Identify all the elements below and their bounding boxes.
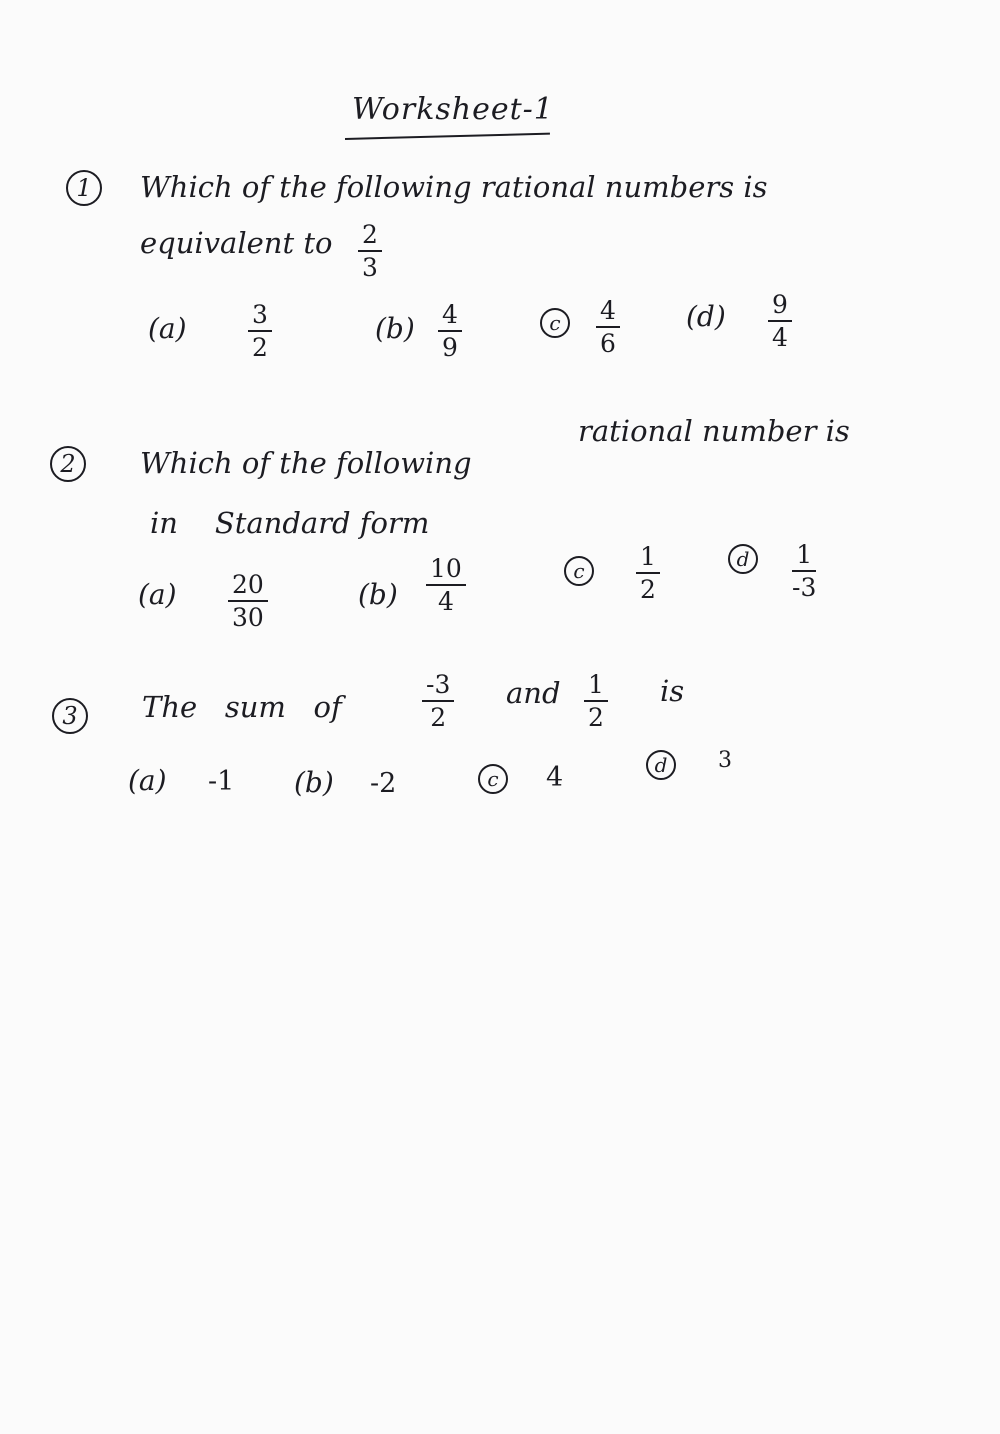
fraction-numerator: 1: [636, 544, 660, 574]
question-3-text-b: and: [506, 676, 561, 710]
fraction-numerator: 9: [768, 292, 792, 322]
q1-option-c-label: c: [540, 308, 570, 338]
q1-option-d-value: [768, 292, 792, 350]
q2-option-c-label: c: [564, 556, 594, 586]
fraction-denominator: 2: [640, 575, 656, 604]
fraction-numerator: 1: [792, 542, 816, 572]
q1-option-b-label: (b): [375, 312, 415, 345]
fraction-numerator: 4: [596, 298, 620, 328]
fraction-denominator: 4: [437, 587, 454, 616]
q2-option-c-value: [636, 544, 660, 602]
q1-option-d-label: (d): [686, 300, 726, 333]
question-3-text-c: is: [660, 674, 685, 708]
q3-option-b-value: -2: [370, 768, 397, 799]
question-3-text-a: The sum of: [142, 690, 342, 724]
q3-option-d-label: d: [646, 750, 676, 780]
worksheet-title: Worksheet-1: [352, 92, 554, 127]
fraction-denominator: -3: [792, 573, 817, 602]
q2-option-a-value: [228, 572, 268, 630]
question-3-number: 3: [52, 698, 88, 734]
q3-option-d-value: 3: [718, 748, 732, 773]
q2-option-d-label: d: [728, 544, 758, 574]
fraction-denominator: 3: [362, 253, 378, 282]
question-2-text-line1a: Which of the following: [140, 446, 472, 480]
fraction-denominator: 2: [588, 703, 604, 732]
fraction-denominator: 2: [252, 333, 268, 362]
question-1-fraction: [358, 222, 382, 280]
fraction-numerator: 4: [438, 302, 462, 332]
q1-option-a-value: [248, 302, 272, 360]
fraction-denominator: 2: [430, 703, 447, 732]
question-3-fraction-a: [422, 672, 454, 730]
q3-option-a-value: -1: [208, 766, 235, 797]
fraction-denominator: 30: [232, 603, 264, 632]
q1-option-c-value: [596, 298, 620, 356]
question-1-number: 1: [66, 170, 102, 206]
fraction-numerator: 1: [584, 672, 608, 702]
q2-option-b-label: (b): [358, 578, 398, 611]
q3-option-c-value: 4: [546, 762, 564, 793]
fraction-denominator: 6: [600, 329, 616, 358]
question-1-text-line1: Which of the following rational numbers is: [140, 170, 768, 204]
question-1-text-line2: equivalent to: [140, 226, 333, 260]
fraction-numerator: 3: [248, 302, 272, 332]
fraction-denominator: 9: [442, 333, 458, 362]
question-2-number: 2: [50, 446, 86, 482]
q3-option-b-label: (b): [294, 766, 334, 799]
q3-option-a-label: (a): [128, 764, 167, 797]
fraction-numerator: 20: [228, 572, 268, 602]
fraction-numerator: -3: [422, 672, 454, 702]
q3-option-c-label: c: [478, 764, 508, 794]
question-2-text-line2: in Standard form: [150, 506, 430, 540]
q2-option-b-value: [426, 556, 466, 614]
q1-option-b-value: [438, 302, 462, 360]
question-3-fraction-b: [584, 672, 608, 730]
q2-option-a-label: (a): [138, 578, 177, 611]
fraction-numerator: 10: [426, 556, 466, 586]
fraction-numerator: 2: [358, 222, 382, 252]
fraction-denominator: 4: [772, 323, 788, 352]
question-2-text-line1b: rational number is: [578, 414, 850, 448]
title-underline: [345, 133, 550, 140]
q2-option-d-value: [788, 542, 820, 600]
q1-option-a-label: (a): [148, 312, 187, 345]
